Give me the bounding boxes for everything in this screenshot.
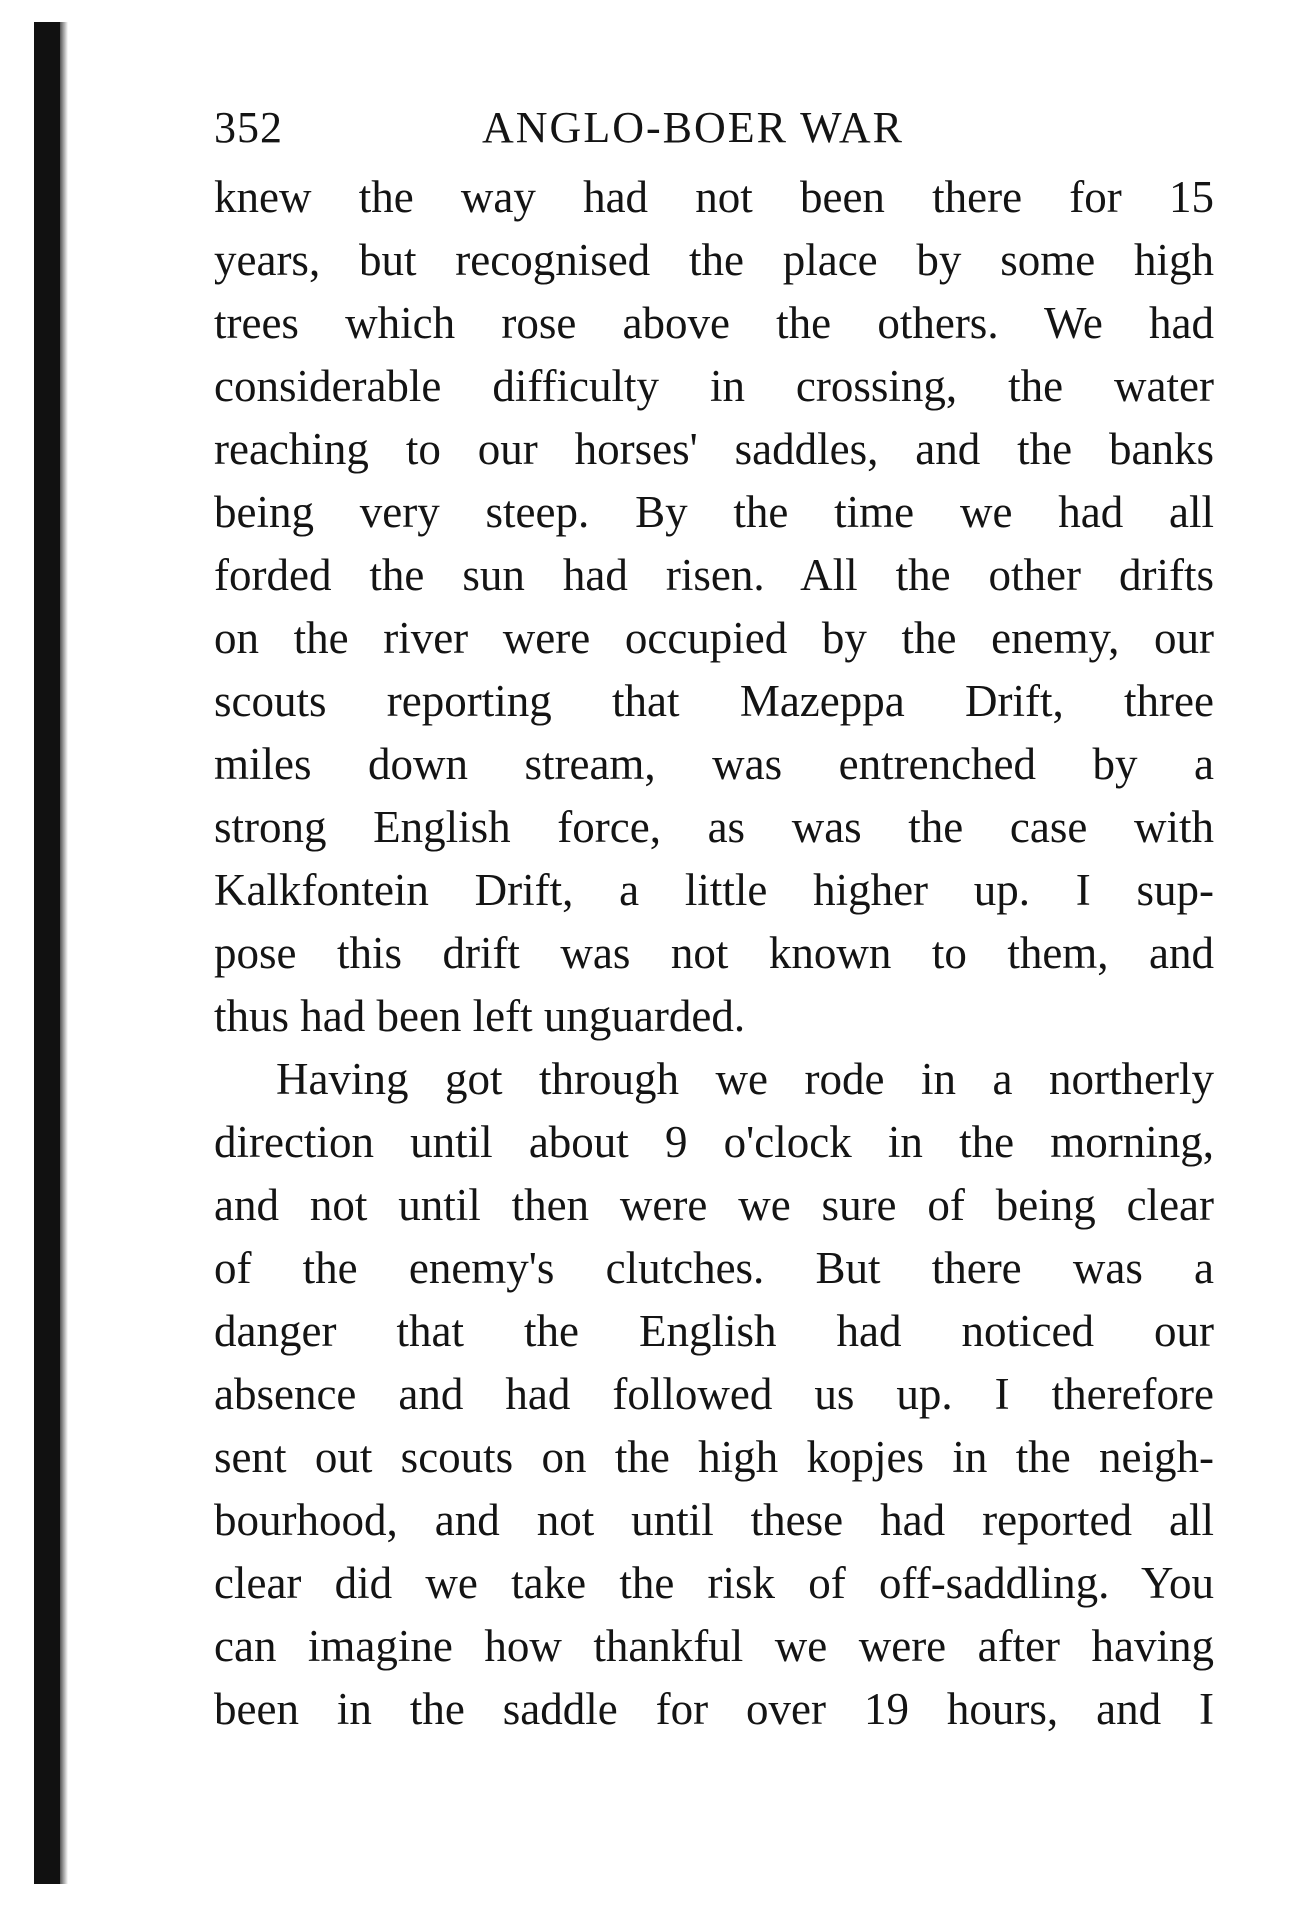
text-line: absence and had followed us up. I therefore [214, 1369, 1214, 1419]
text-line: direction until about 9 o'clock in the morning, [214, 1117, 1214, 1167]
text-line: of the enemy's clutches. But there was a [214, 1243, 1214, 1293]
running-title: ANGLO-BOER WAR [482, 103, 904, 152]
text-line: reaching to our horses' saddles, and the banks [214, 424, 1214, 474]
text-line: bourhood, and not until these had reported all [214, 1495, 1214, 1545]
page-binding-shadow [60, 22, 68, 1884]
text-line: and not until then were we sure of being clear [214, 1180, 1214, 1230]
text-line: pose this drift was not known to them, and [214, 928, 1214, 978]
page-binding-edge [34, 22, 60, 1884]
text-line: on the river were occupied by the enemy, our [214, 613, 1214, 663]
text-line: Kalkfontein Drift, a little higher up. I sup- [214, 865, 1214, 915]
text-line: been in the saddle for over 19 hours, and I [214, 1684, 1214, 1734]
text-line: strong English force, as was the case with [214, 802, 1214, 852]
text-line: years, but recognised the place by some high [214, 235, 1214, 285]
running-head [214, 98, 1214, 158]
text-line: knew the way had not been there for 15 [214, 172, 1214, 222]
paragraph-end-line: thus had been left unguarded. [214, 991, 746, 1041]
text-line: can imagine how thankful we were after having [214, 1621, 1214, 1671]
text-line: sent out scouts on the high kopjes in the neigh- [214, 1432, 1214, 1482]
text-line: miles down stream, was entrenched by a [214, 739, 1214, 789]
text-line: being very steep. By the time we had all [214, 487, 1214, 537]
paragraph-start-line: Having got through we rode in a northerly [276, 1054, 1214, 1104]
body-text [214, 166, 1214, 1741]
text-line: scouts reporting that Mazeppa Drift, three [214, 676, 1214, 726]
book-page [214, 98, 1214, 1741]
text-line: trees which rose above the others. We had [214, 298, 1214, 348]
text-line: forded the sun had risen. All the other drifts [214, 550, 1214, 600]
text-line: considerable difficulty in crossing, the water [214, 361, 1214, 411]
text-line: danger that the English had noticed our [214, 1306, 1214, 1356]
text-line: clear did we take the risk of off-saddling. You [214, 1558, 1214, 1608]
page-number: 352 [214, 103, 283, 152]
